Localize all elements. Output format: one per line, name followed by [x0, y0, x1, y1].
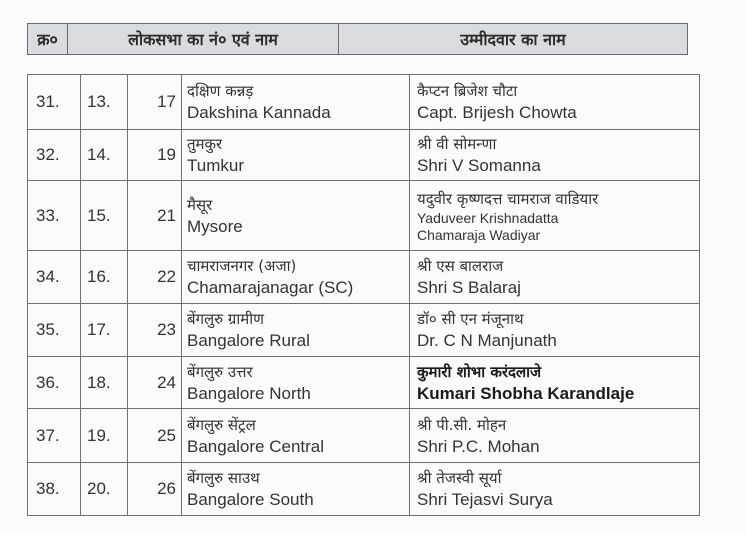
- constituency-name-english: Chamarajanagar (SC): [187, 278, 354, 297]
- candidate-name-hindi: श्री एस बालराज: [417, 257, 504, 275]
- candidate-name-hindi: डॉ० सी एन मंजूनाथ: [417, 310, 524, 328]
- constituency-name-english: Mysore: [187, 216, 243, 236]
- constituency-number: 24: [128, 357, 182, 409]
- constituency-number: 23: [128, 304, 182, 357]
- state-serial-number: 18.: [81, 357, 128, 409]
- table-row: [28, 463, 700, 516]
- serial-number: 34.: [28, 251, 81, 304]
- state-serial-number: 16.: [81, 251, 128, 304]
- constituency-cell: [182, 357, 410, 409]
- candidate-cell: [410, 463, 700, 516]
- header-candidate: उम्मीदवार का नाम: [460, 30, 566, 49]
- table-row: [28, 181, 700, 251]
- candidate-name-hindi: कुमारी शोभा करंदलाजे: [417, 362, 542, 381]
- constituency-name-hindi: बेंगलुरु सेंट्रल: [187, 415, 256, 434]
- table-header: [27, 23, 688, 55]
- constituency-name-english: Tumkur: [187, 156, 244, 175]
- constituency-cell: [182, 130, 410, 181]
- table-row: [28, 357, 700, 409]
- serial-number: 36.: [28, 357, 81, 409]
- candidate-name-english: Shri Tejasvi Surya: [417, 490, 553, 509]
- serial-number: 31.: [28, 75, 81, 130]
- candidate-cell: [410, 409, 700, 463]
- constituency-name-english: Dakshina Kannada: [187, 103, 331, 122]
- serial-number: 32.: [28, 130, 81, 181]
- candidate-name-english: Yaduveer Krishnadatta Chamaraja Wadiyar: [417, 209, 559, 243]
- state-serial-number: 17.: [81, 304, 128, 357]
- constituency-number: 25: [128, 409, 182, 463]
- candidate-table: [27, 74, 700, 516]
- candidate-name-hindi: श्री वी सोमन्णा: [417, 135, 497, 153]
- table-row: [28, 304, 700, 357]
- candidate-name-hindi: यदुवीर कृष्णदत्त चामराज वाडियार: [417, 189, 599, 208]
- serial-number: 38.: [28, 463, 81, 516]
- candidate-name-hindi: श्री तेजस्वी सूर्या: [417, 469, 502, 487]
- serial-number: 37.: [28, 409, 81, 463]
- constituency-name-hindi: मैसूर: [187, 195, 213, 214]
- candidate-name-english: Kumari Shobha Karandlaje: [417, 383, 635, 403]
- candidate-cell: [410, 357, 700, 409]
- candidate-name-english: Shri V Somanna: [417, 156, 541, 175]
- constituency-number: 22: [128, 251, 182, 304]
- constituency-name-hindi: बेंगलुरु ग्रामीण: [187, 310, 264, 328]
- candidate-name-english: Shri S Balaraj: [417, 278, 521, 297]
- constituency-cell: [182, 75, 410, 130]
- constituency-name-hindi: बेंगलुरु साउथ: [187, 469, 260, 487]
- candidate-name-hindi: कैप्टन ब्रिजेश चौटा: [417, 82, 518, 100]
- constituency-cell: [182, 251, 410, 304]
- constituency-name-english: Bangalore North: [187, 383, 311, 403]
- constituency-number: 26: [128, 463, 182, 516]
- state-serial-number: 19.: [81, 409, 128, 463]
- state-serial-number: 14.: [81, 130, 128, 181]
- candidate-name-english: Capt. Brijesh Chowta: [417, 103, 577, 122]
- constituency-name-english: Bangalore Central: [187, 436, 325, 456]
- constituency-name-english: Bangalore South: [187, 490, 314, 509]
- table-row: [28, 75, 700, 130]
- constituency-name-hindi: दक्षिण कन्नड़: [187, 82, 254, 100]
- state-serial-number: 15.: [81, 181, 128, 251]
- candidate-cell: [410, 181, 700, 251]
- constituency-cell: [182, 463, 410, 516]
- state-serial-number: 13.: [81, 75, 128, 130]
- state-serial-number: 20.: [81, 463, 128, 516]
- table-row: [28, 251, 700, 304]
- table-row: [28, 409, 700, 463]
- constituency-number: 17: [128, 75, 182, 130]
- constituency-name-english: Bangalore Rural: [187, 331, 310, 350]
- candidate-name-english: Shri P.C. Mohan: [417, 436, 540, 456]
- constituency-cell: [182, 181, 410, 251]
- candidate-cell: [410, 75, 700, 130]
- candidate-cell: [410, 130, 700, 181]
- candidate-name-hindi: श्री पी.सी. मोहन: [417, 415, 507, 434]
- header-serial: क्र०: [28, 24, 68, 54]
- table-row: [28, 130, 700, 181]
- header-constituency: लोकसभा का नं० एवं नाम: [68, 24, 339, 54]
- constituency-name-hindi: तुमकुर: [187, 135, 223, 153]
- serial-number: 33.: [28, 181, 81, 251]
- candidate-name-english: Dr. C N Manjunath: [417, 331, 557, 350]
- candidate-cell: [410, 251, 700, 304]
- constituency-cell: [182, 304, 410, 357]
- serial-number: 35.: [28, 304, 81, 357]
- constituency-cell: [182, 409, 410, 463]
- constituency-name-hindi: चामराजनगर (अजा): [187, 257, 297, 275]
- constituency-name-hindi: बेंगलुरु उत्तर: [187, 362, 253, 381]
- constituency-number: 19: [128, 130, 182, 181]
- constituency-number: 21: [128, 181, 182, 251]
- candidate-cell: [410, 304, 700, 357]
